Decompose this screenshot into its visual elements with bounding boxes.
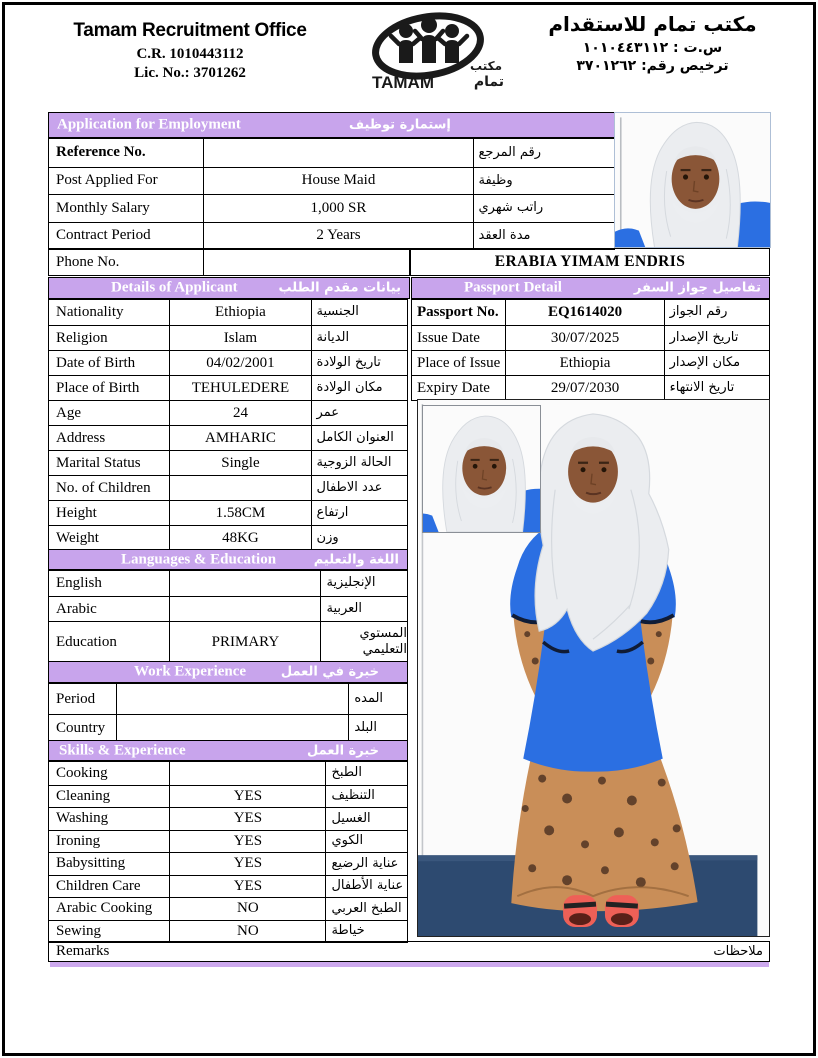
section-title-ar: تفاصيل جواز السفر (633, 280, 761, 296)
row-label: Cooking (49, 762, 170, 785)
skills-table (48, 761, 408, 943)
row-label: English (49, 571, 170, 596)
row-value: NO (170, 921, 326, 943)
row-arabic: وزن (316, 529, 339, 545)
row-value: 1,000 SR (204, 195, 473, 222)
row-value: Single (170, 451, 311, 475)
section-header-skills (48, 740, 408, 761)
section-title-en: Application for Employment (57, 116, 241, 133)
row-label: Weight (49, 526, 170, 550)
section-title-ar: اللغة والتعليم (313, 552, 399, 567)
row-arabic: تاريخ الانتهاء (669, 379, 735, 395)
office-cr-arabic: س.ت : ١٠١٠٤٤٣١١٢ (582, 40, 723, 56)
table-row (49, 139, 614, 167)
row-arabic: البلد (354, 719, 377, 735)
row-label: Place of Issue (412, 351, 506, 375)
row-label: Contract Period (49, 223, 204, 250)
row-value: Ethiopia (506, 351, 664, 375)
tamam-logo-icon (366, 10, 506, 92)
section-title-en: Details of Applicant (111, 279, 238, 296)
row-value (117, 715, 350, 741)
section-header-passport (411, 277, 770, 299)
row-arabic: وظيفة (478, 172, 513, 188)
row-arabic: عمر (316, 404, 339, 420)
row-arabic: عناية الأطفال (331, 878, 404, 894)
row-value: 30/07/2025 (506, 326, 664, 350)
row-label: Children Care (49, 876, 170, 898)
row-value: NO (170, 898, 326, 920)
applicant-fullbody-photo (417, 399, 770, 937)
row-arabic: الجنسية (316, 304, 359, 320)
row-value (170, 597, 321, 621)
row-label: Country (49, 715, 117, 741)
row-arabic: المستوي التعليمي (359, 625, 407, 657)
row-value (204, 139, 473, 167)
logo-tamam-text: TAMAM (372, 73, 434, 92)
row-arabic: الحالة الزوجية (316, 454, 392, 470)
row-value: 24 (170, 401, 311, 425)
row-label: Arabic (49, 597, 170, 621)
section-title-en: Skills & Experience (59, 742, 186, 758)
row-label: Ironing (49, 831, 170, 853)
row-label: Address (49, 426, 170, 450)
row-label: Passport No. (412, 300, 506, 325)
office-header-arabic-block (515, 12, 790, 74)
row-value: House Maid (204, 168, 473, 195)
row-arabic: ارتفاع (316, 504, 349, 520)
section-title-ar: خبرة العمل (307, 743, 379, 758)
table-row (49, 920, 407, 943)
table-row (49, 425, 407, 450)
section-header-languages (48, 549, 408, 570)
section-title-en: Passport Detail (464, 279, 562, 296)
table-row (49, 714, 407, 741)
table-row (412, 325, 769, 350)
office-name: Tamam Recruitment Office (73, 20, 307, 41)
office-name-arabic: مكتب تمام للاستقدام (548, 12, 757, 36)
section-header-application (48, 112, 615, 138)
table-row (49, 350, 407, 375)
row-value: 1.58CM (170, 501, 311, 525)
section-title-ar: خبرة في العمل (280, 664, 379, 680)
row-label: Marital Status (49, 451, 170, 475)
table-row (49, 621, 407, 662)
table-row (49, 167, 614, 195)
row-value: Ethiopia (170, 300, 311, 325)
phone-label: Phone No. (49, 249, 204, 275)
bottom-accent-bar (50, 962, 769, 967)
table-row (49, 400, 407, 425)
work-experience-table (48, 683, 408, 742)
table-row (412, 300, 769, 325)
row-label: Washing (49, 808, 170, 830)
row-arabic: مدة العقد (478, 227, 531, 243)
row-label: Period (49, 684, 117, 714)
row-value: Islam (170, 326, 311, 350)
applicant-headshot-photo (614, 112, 771, 248)
table-row (49, 875, 407, 898)
row-arabic: عدد الاطفال (316, 479, 383, 495)
row-value (117, 684, 350, 714)
row-arabic: تاريخ الولادة (316, 354, 381, 370)
office-header-block (55, 20, 325, 82)
remarks-arabic: ملاحظات (713, 944, 763, 959)
table-row (49, 325, 407, 350)
row-arabic: الطبخ العربي (331, 900, 402, 916)
row-label: Age (49, 401, 170, 425)
row-label: Height (49, 501, 170, 525)
table-row (49, 852, 407, 875)
row-value: AMHARIC (170, 426, 311, 450)
row-label: Cleaning (49, 786, 170, 808)
row-arabic: المده (354, 690, 384, 706)
application-table (48, 138, 615, 250)
table-row (49, 525, 407, 550)
remarks-row (48, 941, 770, 962)
table-row (49, 762, 407, 785)
table-row (49, 375, 407, 400)
row-label: Monthly Salary (49, 195, 204, 222)
row-value: 29/07/2030 (506, 376, 664, 400)
row-arabic: الإنجليزية (326, 575, 376, 591)
table-row (49, 222, 614, 250)
row-arabic: خياطة (331, 923, 365, 939)
row-value: TEHULEDERE (170, 376, 311, 400)
row-arabic: تاريخ الإصدار (669, 329, 739, 345)
table-row (49, 684, 407, 714)
row-label: Sewing (49, 921, 170, 943)
table-row (49, 571, 407, 596)
table-row (49, 897, 407, 920)
section-title-ar: إستمارة توظيف (349, 117, 451, 133)
row-label: Expiry Date (412, 376, 506, 400)
table-row (49, 475, 407, 500)
section-title-en: Work Experience (134, 663, 247, 680)
section-header-details (48, 277, 410, 299)
table-row (412, 350, 769, 375)
section-title-ar: بيانات مقدم الطلب (278, 280, 401, 296)
row-arabic: العنوان الكامل (316, 429, 394, 445)
row-arabic: راتب شهري (478, 200, 544, 216)
row-label: Babysitting (49, 853, 170, 875)
row-arabic: الكوي (331, 833, 364, 849)
row-label: Nationality (49, 300, 170, 325)
details-table (48, 299, 408, 551)
table-row (49, 830, 407, 853)
languages-table (48, 570, 408, 663)
row-value: YES (170, 786, 326, 808)
row-value: 2 Years (204, 223, 473, 250)
section-header-work (48, 661, 408, 683)
row-value: YES (170, 876, 326, 898)
table-row (49, 300, 407, 325)
row-arabic: العربية (326, 600, 362, 616)
section-title-en: Languages & Education (121, 551, 277, 567)
row-arabic: مكان الإصدار (669, 354, 741, 370)
row-value (170, 476, 311, 500)
row-value (170, 762, 326, 785)
row-label: Religion (49, 326, 170, 350)
row-value: 04/02/2001 (170, 351, 311, 375)
table-row (49, 596, 407, 621)
row-value: 48KG (170, 526, 311, 550)
row-arabic: الديانة (316, 329, 350, 345)
logo-arabic-bottom: تمام (473, 74, 504, 90)
row-arabic: الغسيل (331, 810, 371, 826)
row-label: Reference No. (49, 139, 204, 167)
row-value: YES (170, 808, 326, 830)
row-label: Date of Birth (49, 351, 170, 375)
applicant-name: ERABIA YIMAM ENDRIS (410, 248, 770, 276)
logo-arabic-top: مكتب (469, 59, 502, 73)
table-row (49, 450, 407, 475)
phone-row (48, 248, 410, 276)
table-row (49, 785, 407, 808)
remarks-label: Remarks (56, 943, 110, 959)
row-label: Post Applied For (49, 168, 204, 195)
row-label: Place of Birth (49, 376, 170, 400)
table-row (412, 375, 769, 400)
row-value (170, 571, 321, 596)
row-value: YES (170, 831, 326, 853)
row-label: Arabic Cooking (49, 898, 170, 920)
row-label: No. of Children (49, 476, 170, 500)
row-label: Issue Date (412, 326, 506, 350)
row-arabic: رقم المرجع (478, 144, 541, 160)
office-license-arabic: ترخيص رقم: ٣٧٠١٢٦٢ (576, 58, 729, 74)
row-arabic: عناية الرضيع (331, 855, 399, 871)
row-arabic: رقم الجواز (669, 304, 728, 320)
row-label: Education (49, 622, 170, 662)
row-arabic: الطبخ (331, 765, 362, 781)
row-value: YES (170, 853, 326, 875)
table-row (49, 194, 614, 222)
office-license-number: Lic. No.: 3701262 (134, 65, 246, 81)
passport-table (411, 299, 770, 401)
row-arabic: مكان الولادة (316, 379, 383, 395)
table-row (49, 807, 407, 830)
row-value: PRIMARY (170, 622, 321, 662)
overlay-headshot-photo (422, 405, 541, 533)
row-arabic: التنظيف (331, 788, 375, 804)
row-value: EQ1614020 (506, 300, 664, 325)
table-row (49, 500, 407, 525)
office-cr-number: C.R. 1010443112 (136, 46, 244, 62)
